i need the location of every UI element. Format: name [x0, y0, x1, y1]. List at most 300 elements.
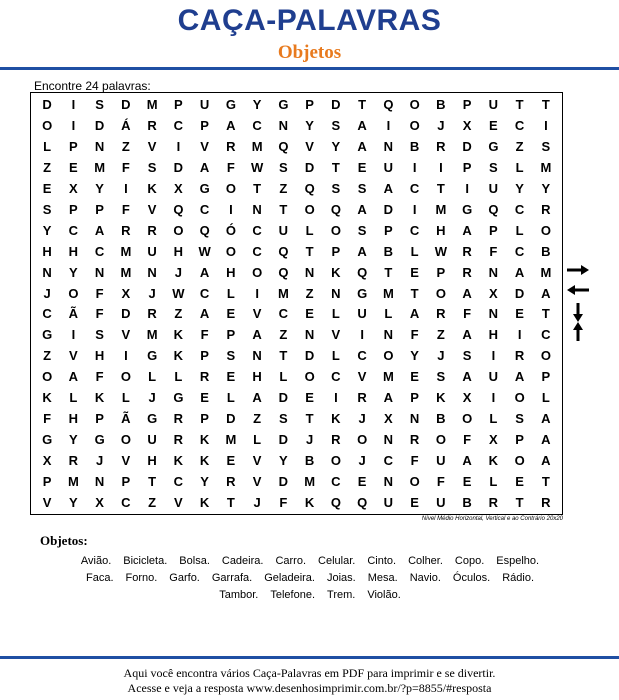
grid-letter: O	[357, 432, 368, 448]
grid-letter: I	[412, 159, 417, 175]
grid-letter: A	[514, 264, 525, 280]
grid-letter: R	[226, 474, 236, 490]
grid-letter: D	[331, 96, 341, 112]
grid-letter: X	[462, 390, 472, 406]
grid-letter: D	[462, 138, 472, 154]
grid-letter: S	[331, 180, 341, 196]
grid-letter: A	[541, 411, 551, 427]
grid-letter: C	[331, 369, 341, 385]
grid-letter: R	[121, 222, 131, 238]
grid-letter: L	[226, 390, 235, 406]
grid-letter: H	[488, 327, 499, 343]
grid-letter: P	[489, 222, 498, 238]
word-item: Joias.	[327, 572, 356, 584]
grid-letter: A	[541, 453, 551, 469]
grid-letter: N	[383, 474, 394, 490]
grid-letter: H	[94, 348, 105, 364]
grid-letter: F	[410, 327, 419, 343]
grid-letter: K	[304, 495, 315, 511]
grid-letter: T	[253, 180, 262, 196]
grid-letter: Z	[121, 138, 130, 154]
grid-letter: Z	[253, 411, 262, 427]
grid-letter: Y	[69, 495, 78, 511]
grid-letter: U	[488, 180, 499, 196]
grid-letter: E	[410, 369, 419, 385]
grid-letter: C	[252, 222, 262, 238]
grid-letter: T	[279, 201, 288, 217]
grid-letter: F	[95, 306, 104, 322]
grid-letter: O	[173, 222, 184, 238]
word-item: Óculos.	[452, 572, 491, 584]
grid-letter: B	[541, 243, 551, 259]
word-item: Bolsa.	[179, 555, 210, 567]
grid-letter: G	[199, 180, 210, 196]
bottom-divider	[0, 656, 619, 659]
grid-letter: T	[515, 495, 524, 511]
grid-letter: O	[225, 180, 236, 196]
grid-letter: N	[488, 306, 499, 322]
grid-letter: H	[252, 369, 262, 385]
grid-letter: R	[357, 390, 367, 406]
grid-letter: L	[384, 306, 393, 322]
grid-letter: O	[383, 348, 394, 364]
grid-letter: C	[199, 201, 210, 217]
grid-letter: E	[200, 390, 209, 406]
grid-letter: E	[357, 159, 367, 175]
word-list-line	[40, 553, 580, 570]
grid-letter: V	[147, 138, 157, 154]
grid-letter: A	[541, 285, 551, 301]
grid-letter: R	[436, 306, 446, 322]
grid-letter: L	[69, 390, 78, 406]
letter-grid	[30, 92, 563, 515]
grid-letter: S	[95, 327, 104, 343]
word-item: Espelho.	[496, 555, 540, 567]
grid-letter: E	[226, 369, 236, 385]
grid-letter: M	[304, 474, 316, 490]
grid-letter: Q	[383, 96, 394, 112]
grid-letter: O	[330, 453, 341, 469]
word-item: Mesa.	[367, 572, 398, 584]
grid-letter: B	[462, 495, 472, 511]
grid-letter: T	[384, 264, 393, 280]
grid-letter: N	[304, 264, 315, 280]
grid-letter: C	[383, 453, 394, 469]
grid-letter: C	[278, 306, 289, 322]
grid-letter: N	[488, 264, 499, 280]
grid-letter: Q	[357, 495, 368, 511]
grid-letter: N	[42, 264, 52, 280]
grid-letter: O	[409, 117, 420, 133]
grid-letter: L	[253, 432, 262, 448]
grid-letter: C	[252, 243, 262, 259]
grid-letter: I	[517, 327, 522, 343]
word-item: Cinto.	[367, 555, 397, 567]
grid-letter: Y	[69, 264, 78, 280]
grid-letter: H	[173, 243, 184, 259]
grid-letter: D	[278, 474, 289, 490]
page-subtitle: Objetos	[277, 42, 342, 63]
grid-letter: T	[148, 474, 157, 490]
grid-letter: K	[173, 327, 184, 343]
grid-letter: V	[252, 453, 262, 469]
grid-letter: E	[410, 495, 419, 511]
grid-letter: M	[120, 264, 132, 280]
grid-letter: K	[94, 390, 105, 406]
grid-letter: D	[226, 411, 236, 427]
grid-letter: N	[94, 264, 105, 280]
grid-letter: D	[173, 159, 184, 175]
grid-letter: V	[147, 201, 157, 217]
grid-letter: T	[436, 180, 445, 196]
grid-letter: Q	[330, 495, 341, 511]
grid-letter: F	[489, 243, 498, 259]
grid-letter: R	[331, 432, 341, 448]
grid-letter: Y	[252, 96, 262, 112]
footer-line-2: Acesse e veja a resposta www.desenhosimprimir.com.br/?p=8855/#resposta	[127, 681, 492, 695]
grid-letter: S	[489, 159, 498, 175]
word-item: Celular.	[318, 555, 356, 567]
grid-letter: P	[200, 411, 209, 427]
grid-letter: V	[42, 495, 52, 511]
grid-letter: M	[146, 96, 158, 112]
grid-letter: F	[279, 495, 288, 511]
grid-letter: I	[255, 285, 259, 301]
grid-letter: F	[121, 159, 130, 175]
grid-letter: N	[278, 117, 289, 133]
grid-letter: N	[383, 432, 394, 448]
grid-letter: P	[436, 264, 446, 280]
grid-letter: A	[409, 306, 420, 322]
grid-letter: Y	[42, 222, 52, 238]
grid-letter: X	[384, 411, 393, 427]
grid-letter: A	[357, 243, 367, 259]
grid-letter: K	[331, 264, 341, 280]
grid-letter: M	[67, 474, 79, 490]
grid-letter: Ã	[121, 411, 131, 427]
grid-letter: F	[463, 432, 472, 448]
grid-letter: O	[42, 369, 53, 385]
grid-letter: H	[226, 264, 236, 280]
grid-letter: F	[410, 453, 419, 469]
grid-letter: F	[226, 159, 235, 175]
grid-letter: F	[463, 306, 472, 322]
grid-letter: U	[357, 306, 367, 322]
grid-letter: Y	[200, 474, 209, 490]
grid-letter: Y	[305, 117, 314, 133]
grid-letter: J	[148, 285, 156, 301]
grid-letter: I	[334, 390, 338, 406]
grid-letter: H	[436, 222, 446, 238]
grid-letter: A	[226, 117, 236, 133]
grid-letter: M	[540, 159, 552, 175]
grid-letter: J	[358, 411, 366, 427]
footer-line-1: Aqui você encontra vários Caça-Palavras em PDF para imprimir e se divertir.	[123, 666, 496, 680]
grid-letter: N	[94, 138, 105, 154]
grid-letter: F	[43, 411, 52, 427]
grid-letter: Y	[279, 453, 288, 469]
grid-letter: X	[69, 180, 78, 196]
grid-letter: G	[147, 411, 158, 427]
grid-letter: Z	[279, 327, 288, 343]
grid-letter: E	[305, 306, 314, 322]
grid-letter: K	[173, 453, 184, 469]
grid-letter: R	[147, 117, 157, 133]
grid-letter: V	[174, 495, 183, 511]
grid-letter: P	[121, 474, 131, 490]
grid-letter: R	[68, 453, 79, 469]
grid-letter: O	[514, 390, 525, 406]
grid-letter: C	[541, 327, 551, 343]
word-item: Trem.	[327, 589, 356, 601]
grid-letter: P	[42, 474, 52, 490]
grid-letter: S	[541, 138, 551, 154]
grid-letter: P	[305, 96, 314, 112]
grid-letter: I	[491, 348, 496, 364]
word-item: Carro.	[275, 555, 307, 567]
grid-letter: L	[226, 285, 235, 301]
grid-letter: L	[515, 222, 524, 238]
grid-letter: F	[95, 285, 104, 301]
grid-letter: O	[435, 285, 446, 301]
grid-letter: I	[491, 390, 496, 406]
grid-letter: C	[68, 222, 79, 238]
grid-letter: L	[410, 243, 419, 259]
grid-letter: G	[94, 432, 105, 448]
grid-letter: D	[304, 159, 315, 175]
grid-letter: L	[279, 369, 288, 385]
grid-letter: E	[42, 180, 52, 196]
grid-letter: M	[540, 264, 552, 280]
grid-letter: U	[278, 222, 289, 238]
grid-letter: F	[121, 201, 130, 217]
grid-letter: G	[278, 96, 289, 112]
grid-letter: L	[489, 474, 498, 490]
grid-letter: S	[436, 369, 446, 385]
grid-letter: K	[331, 411, 341, 427]
grid-letter: J	[306, 432, 314, 448]
grid-letter: Y	[515, 180, 524, 196]
word-item: Cadeira.	[221, 555, 264, 567]
word-item: Bicicleta.	[123, 555, 168, 567]
grid-letter: P	[69, 138, 78, 154]
grid-letter: C	[94, 243, 105, 259]
grid-letter: K	[488, 453, 499, 469]
grid-letter: X	[462, 117, 472, 133]
grid-letter: A	[383, 390, 394, 406]
grid-letter: M	[435, 201, 447, 217]
grid-letter: M	[225, 432, 237, 448]
grid-letter: I	[360, 327, 364, 343]
grid-letter: R	[488, 495, 499, 511]
grid-letter: A	[68, 369, 79, 385]
grid-letter: J	[437, 117, 445, 133]
grid-letter: L	[305, 222, 314, 238]
grid-letter: C	[42, 306, 52, 322]
grid-letter: F	[95, 369, 104, 385]
grid-letter: A	[199, 159, 210, 175]
word-item: Violão.	[367, 589, 401, 601]
grid-letter: A	[383, 180, 394, 196]
grid-letter: M	[382, 285, 394, 301]
grid-letter: U	[199, 96, 210, 112]
grid-letter: N	[252, 201, 262, 217]
grid-letter: D	[94, 117, 105, 133]
grid-letter: U	[147, 243, 157, 259]
grid-letter: E	[489, 117, 498, 133]
grid-letter: O	[514, 453, 525, 469]
grid-letter: K	[173, 348, 184, 364]
grid-letter: Y	[69, 432, 78, 448]
grid-letter: Y	[541, 180, 551, 196]
grid-letter: F	[436, 474, 445, 490]
grid-letter: R	[199, 369, 210, 385]
grid-letter: G	[147, 348, 158, 364]
grid-letter: A	[462, 327, 472, 343]
grid-letter: Q	[330, 201, 341, 217]
grid-letter: D	[514, 285, 525, 301]
grid-letter: Z	[43, 348, 52, 364]
grid-letter: O	[225, 243, 236, 259]
grid-letter: R	[173, 432, 184, 448]
grid-letter: P	[226, 327, 236, 343]
grid-letter: E	[515, 306, 524, 322]
grid-letter: Á	[121, 117, 131, 133]
grid-letter: P	[200, 348, 209, 364]
word-item: Geladeira.	[264, 572, 315, 584]
grid-letter: V	[121, 327, 131, 343]
grid-letter: O	[409, 96, 420, 112]
grid-letter: H	[68, 243, 79, 259]
grid-letter: O	[540, 222, 551, 238]
grid-letter: C	[357, 348, 367, 364]
grid-letter: R	[147, 222, 157, 238]
word-item: Telefone.	[270, 589, 316, 601]
grid-letter: O	[304, 369, 315, 385]
grid-letter: R	[147, 306, 157, 322]
grid-letter: D	[121, 306, 131, 322]
grid-letter: Z	[279, 180, 288, 196]
grid-letter: F	[200, 327, 209, 343]
grid-letter: O	[540, 348, 551, 364]
word-list-line	[40, 570, 580, 587]
word-item: Avião.	[80, 555, 112, 567]
grid-letter: I	[544, 117, 548, 133]
grid-letter: A	[462, 222, 472, 238]
grid-letter: Z	[43, 159, 52, 175]
grid-letter: X	[42, 453, 52, 469]
grid-letter: K	[199, 453, 210, 469]
grid-letter: C	[514, 201, 525, 217]
grid-letter: O	[252, 264, 263, 280]
grid-letter: V	[252, 474, 262, 490]
grid-letter: C	[514, 117, 525, 133]
grid-letter: Z	[436, 327, 445, 343]
grid-letter: I	[71, 327, 76, 343]
grid-letter: A	[252, 390, 262, 406]
grid-letter: O	[304, 201, 315, 217]
grid-letter: O	[462, 411, 473, 427]
grid-letter: W	[172, 285, 185, 301]
grid-letter: P	[515, 432, 524, 448]
grid-letter: R	[226, 138, 236, 154]
grid-letter: V	[331, 327, 341, 343]
grid-letter: W	[434, 243, 448, 259]
grid-letter: Q	[278, 243, 289, 259]
grid-letter: Z	[305, 285, 314, 301]
grid-letter: T	[541, 96, 550, 112]
grid-letter: P	[95, 411, 104, 427]
instruction-text: Encontre 24 palavras:	[34, 79, 151, 93]
grid-letter: J	[96, 453, 104, 469]
grid-letter: P	[410, 390, 419, 406]
word-item: Forno.	[125, 572, 158, 584]
grid-letter: Q	[304, 180, 315, 196]
grid-letter: M	[251, 138, 263, 154]
grid-letter: A	[357, 138, 367, 154]
grid-letter: P	[384, 222, 393, 238]
grid-letter: Q	[278, 264, 289, 280]
grid-letter: P	[174, 96, 183, 112]
grid-letter: I	[124, 348, 128, 364]
grid-letter: B	[436, 96, 446, 112]
grid-letter: L	[121, 390, 130, 406]
grid-letter: S	[331, 117, 341, 133]
grid-letter: H	[42, 243, 52, 259]
word-item: Faca.	[85, 572, 114, 584]
grid-letter: V	[121, 453, 131, 469]
grid-letter: A	[462, 369, 472, 385]
grid-letter: Q	[357, 264, 368, 280]
grid-letter: D	[278, 390, 289, 406]
grid-letter: E	[410, 264, 419, 280]
grid-letter: C	[173, 117, 184, 133]
grid-letter: P	[331, 243, 341, 259]
grid-letter: T	[279, 348, 288, 364]
grid-letter: Q	[488, 201, 499, 217]
grid-letter: T	[541, 306, 550, 322]
grid-letter: N	[331, 285, 341, 301]
grid-letter: M	[277, 285, 289, 301]
grid-letter: N	[383, 327, 394, 343]
grid-letter: D	[383, 201, 394, 217]
grid-letter: T	[541, 474, 550, 490]
grid-letter: B	[383, 243, 394, 259]
arrow-left-icon	[567, 285, 589, 295]
grid-letter: L	[331, 306, 340, 322]
grid-letter: A	[199, 264, 210, 280]
grid-letter: U	[147, 432, 157, 448]
grid-letter: W	[198, 243, 211, 259]
grid-letter: P	[541, 369, 551, 385]
grid-letter: B	[436, 411, 446, 427]
grid-letter: I	[439, 159, 443, 175]
grid-letter: A	[514, 369, 525, 385]
grid-letter: D	[304, 348, 315, 364]
grid-letter: T	[305, 243, 314, 259]
grid-letter: M	[382, 369, 394, 385]
grid-letter: K	[147, 180, 157, 196]
grid-letter: A	[252, 327, 262, 343]
grid-letter: Q	[278, 138, 289, 154]
grid-letter: E	[305, 390, 314, 406]
grid-letter: G	[173, 390, 184, 406]
grid-letter: D	[42, 96, 52, 112]
grid-letter: T	[226, 495, 235, 511]
word-item: Rádio.	[502, 572, 534, 584]
grid-letter: D	[121, 96, 131, 112]
grid-letter: R	[462, 243, 472, 259]
